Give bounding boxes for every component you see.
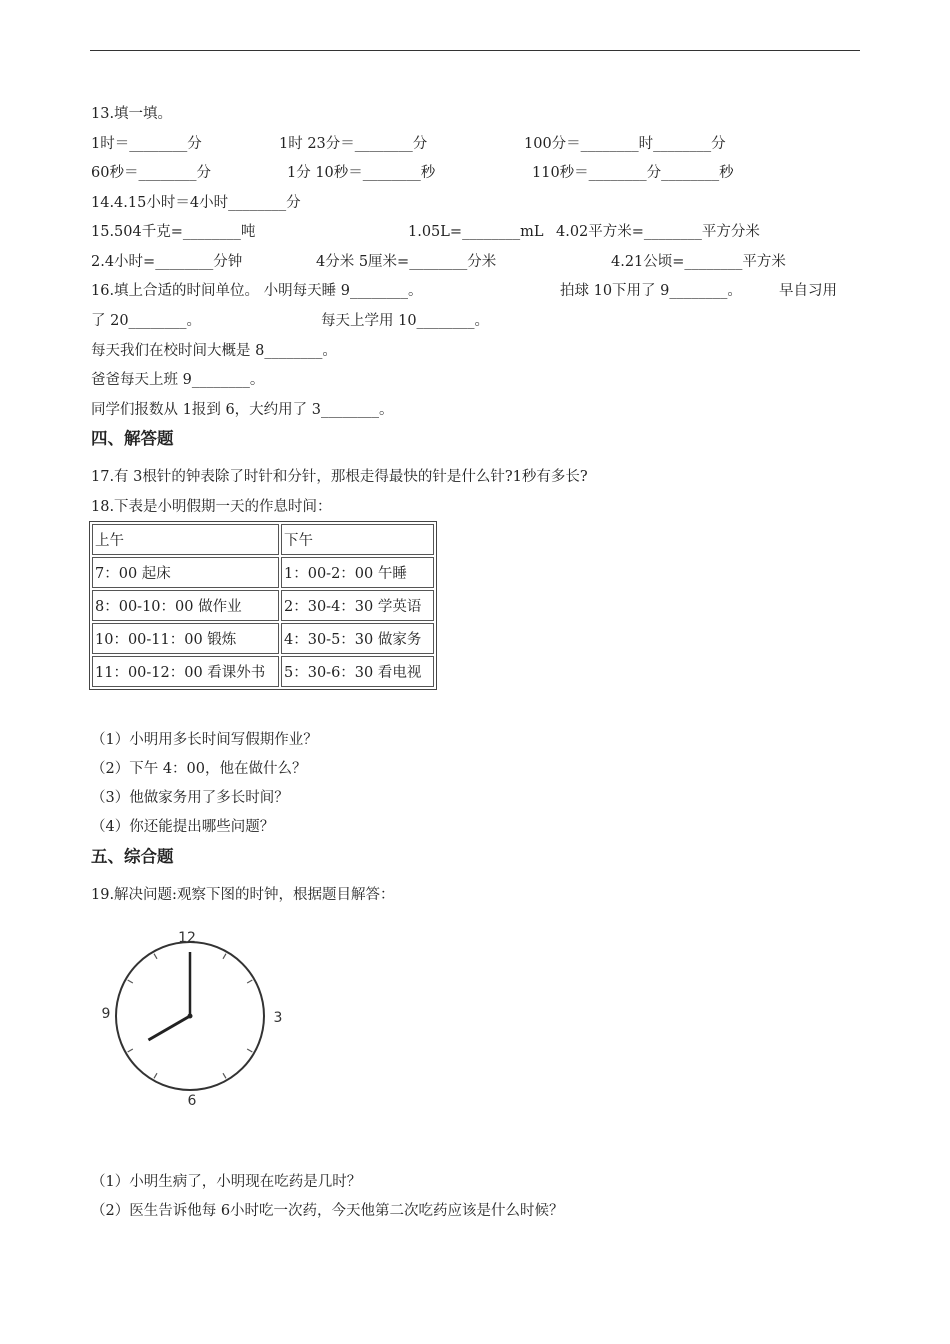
clock-center bbox=[188, 1014, 193, 1019]
clock-tick bbox=[223, 954, 226, 959]
q18-question-3: （3）他做家务用了多长时间？ bbox=[91, 790, 289, 806]
table-row bbox=[92, 623, 434, 654]
q13-title: 13.填一填。 bbox=[91, 106, 173, 122]
q16-l3: 每天我们在校时间大概是 8________。 bbox=[91, 343, 337, 359]
q16-l1-c: 早自习用 bbox=[779, 283, 837, 299]
q19-question-2: （2）医生告诉他每 6小时吃一次药，今天他第二次吃药应该是什么时候？ bbox=[91, 1203, 564, 1219]
q16-l2-a: 了 20________。 bbox=[91, 313, 202, 329]
table-header-pm: 下午 bbox=[281, 524, 434, 555]
table-row bbox=[92, 557, 434, 588]
table-cell: 7：00 起床 bbox=[92, 557, 279, 588]
table-cell: 2：30-4：30 学英语 bbox=[281, 590, 434, 621]
q15-r1-a: 15.504千克=________吨 bbox=[91, 224, 256, 240]
clock-tick bbox=[223, 1073, 226, 1078]
q15-r2-a: 2.4小时=________分钟 bbox=[91, 254, 243, 270]
q15-r1-c: 4.02平方米=________平方分米 bbox=[556, 224, 760, 240]
q18-intro: 18.下表是小明假期一天的作息时间： bbox=[91, 499, 332, 515]
q14-text: 14.4.15小时＝4小时________分 bbox=[91, 195, 301, 211]
q15-r1-b: 1.05L=________mL bbox=[408, 224, 544, 240]
q13-r2-c: 110秒＝________分________秒 bbox=[532, 165, 734, 181]
q18-question-4: （4）你还能提出哪些问题？ bbox=[91, 819, 275, 835]
hour-hand bbox=[148, 1016, 190, 1040]
clock-number-12: 12 bbox=[178, 930, 196, 946]
q19-intro: 19.解决问题:观察下图的时钟，根据题目解答： bbox=[91, 887, 395, 903]
table-cell: 1：00-2：00 午睡 bbox=[281, 557, 434, 588]
clock-tick bbox=[247, 1049, 252, 1052]
table-cell: 10：00-11：00 锻炼 bbox=[92, 623, 279, 654]
q13-r1-a: 1时＝________分 bbox=[91, 136, 202, 152]
section-4-heading: 四、解答题 bbox=[91, 429, 174, 448]
table-header-am: 上午 bbox=[92, 524, 279, 555]
table-cell: 4：30-5：30 做家务 bbox=[281, 623, 434, 654]
q15-r2-b: 4分米 5厘米=________分米 bbox=[316, 254, 497, 270]
clock-number-9: 9 bbox=[101, 1006, 111, 1022]
table-cell: 8：00-10：00 做作业 bbox=[92, 590, 279, 621]
table-row bbox=[92, 590, 434, 621]
clock-tick bbox=[128, 980, 133, 983]
q18-question-1: （1）小明用多长时间写假期作业？ bbox=[91, 732, 318, 748]
clock-tick bbox=[154, 1073, 157, 1078]
clock-image bbox=[100, 922, 283, 1112]
q13-r2-b: 1分 10秒＝________秒 bbox=[287, 165, 436, 181]
q18-question-2: （2）下午 4：00，他在做什么？ bbox=[91, 761, 307, 777]
table-header-row bbox=[92, 524, 434, 555]
q15-r2-c: 4.21公顷=________平方米 bbox=[611, 254, 786, 270]
q16-l1-a: 16.填上合适的时间单位。 小明每天睡 9________。 bbox=[91, 283, 423, 299]
clock-number-6: 6 bbox=[187, 1093, 197, 1109]
q16-l5: 同学们报数从 1报到 6，大约用了 3________。 bbox=[91, 402, 394, 418]
schedule-table bbox=[89, 521, 437, 690]
q17-text: 17.有 3根针的钟表除了时针和分针，那根走得最快的针是什么针?1秒有多长? bbox=[91, 469, 588, 485]
clock-tick bbox=[247, 980, 252, 983]
clock-number-3: 3 bbox=[273, 1010, 283, 1026]
section-5-heading: 五、综合题 bbox=[91, 847, 174, 866]
table-cell: 11：00-12：00 看课外书 bbox=[92, 656, 279, 687]
clock-tick bbox=[154, 954, 157, 959]
q13-r1-c: 100分＝________时________分 bbox=[524, 136, 726, 152]
table-cell: 5：30-6：30 看电视 bbox=[281, 656, 434, 687]
clock-tick bbox=[128, 1049, 133, 1052]
header-rule bbox=[90, 50, 860, 51]
q19-question-1: （1）小明生病了，小明现在吃药是几时？ bbox=[91, 1174, 362, 1190]
q16-l4: 爸爸每天上班 9________。 bbox=[91, 372, 265, 388]
q16-l1-b: 拍球 10下用了 9________。 bbox=[560, 283, 742, 299]
q13-r2-a: 60秒＝________分 bbox=[91, 165, 211, 181]
q13-r1-b: 1时 23分＝________分 bbox=[279, 136, 428, 152]
table-row bbox=[92, 656, 434, 687]
q16-l2-b: 每天上学用 10________。 bbox=[321, 313, 490, 329]
